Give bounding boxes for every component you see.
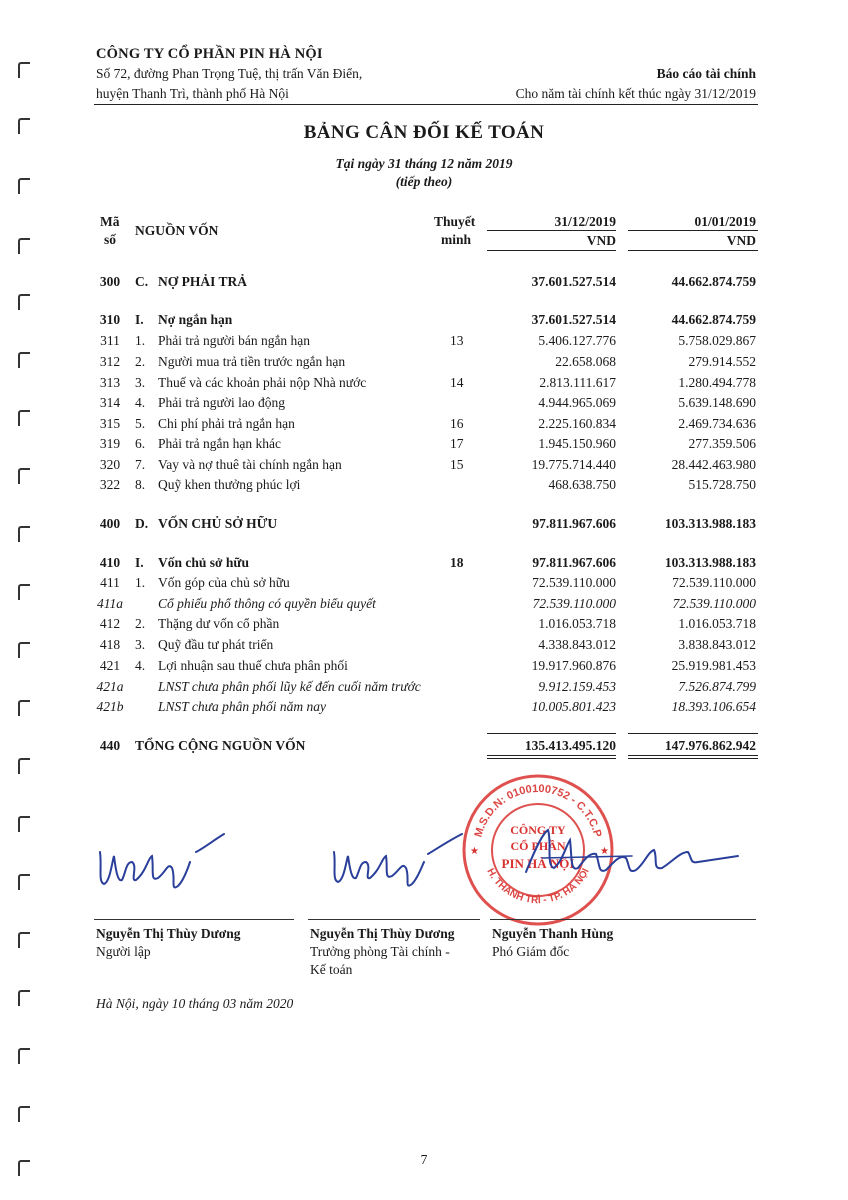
seal-star-icon: ★ [470,846,479,857]
col-source-header: NGUỒN VỐN [135,223,219,238]
signature-line [308,919,480,920]
row-label: Lợi nhuận sau thuế chưa phân phối [158,658,348,673]
binding-hole [18,758,30,774]
row-code: 410 [99,555,121,570]
table-row [0,699,848,719]
row-note: 15 [450,457,464,472]
page-number: 7 [420,1152,428,1167]
row-value-current: 2.225.160.834 [538,416,616,431]
table-row [0,354,848,374]
table-row [0,555,848,575]
row-value-prior: 1.016.053.718 [678,616,756,631]
header-rule [628,250,758,251]
row-index: 1. [135,575,146,590]
row-value-current: 72.539.110.000 [532,575,616,590]
row-code: 310 [99,312,121,327]
table-row [0,658,848,678]
row-note: 17 [450,436,464,451]
row-label: Vốn góp của chủ sở hữu [158,575,290,590]
binding-hole [18,294,30,310]
binding-hole [18,1106,30,1122]
row-value-prior: 72.539.110.000 [672,596,756,611]
seal-star-icon: ★ [600,846,609,857]
preparer-signature [92,822,232,902]
binding-hole [18,990,30,1006]
row-index: 3. [135,637,146,652]
row-label: Phải trả ngắn hạn khác [158,436,281,451]
row-label: Quỹ đầu tư phát triển [158,637,274,652]
row-code: 319 [99,436,121,451]
table-row [0,477,848,497]
row-value-prior: 18.393.106.654 [671,699,756,714]
row-value-current: 19.917.960.876 [531,658,616,673]
row-value-current: 72.539.110.000 [532,596,616,611]
total-double-rule [487,755,616,756]
row-code: 314 [99,395,121,410]
row-index: 4. [135,658,146,673]
table-row [0,575,848,595]
row-code: 411a [97,596,123,611]
row-label: LNST chưa phân phối lũy kế đến cuối năm trước [158,679,421,694]
row-value-current: 135.413.495.120 [524,738,616,753]
row-value-current: 97.811.967.606 [532,516,616,531]
binding-hole [18,816,30,832]
row-index: 2. [135,354,146,369]
table-row [0,274,848,294]
col-note-header: Thuyết [434,214,476,229]
table-row [0,395,848,415]
row-index: 3. [135,375,146,390]
row-label: Nợ ngắn hạn [158,312,233,327]
row-value-current: 5.406.127.776 [538,333,616,348]
table-row [0,457,848,477]
row-label: LNST chưa phân phối năm nay [158,699,326,714]
seal-bottom-text: H. THANH TRÌ - TP. HÀ NỘI [484,866,592,907]
row-note: 16 [450,416,464,431]
row-code: 311 [100,333,120,348]
row-code: 300 [99,274,121,289]
col-note-header-line2: minh [441,232,472,247]
col-year1-currency: VND [586,233,616,248]
total-rule-top [487,733,616,734]
row-value-current: 97.811.967.606 [532,555,616,570]
row-value-current: 22.658.068 [555,354,616,369]
row-index: 8. [135,477,146,492]
col-year1-header: 31/12/2019 [554,214,616,229]
row-index: I. [135,555,144,570]
total-double-rule [628,755,758,756]
document-title: BẢNG CÂN ĐỐI KẾ TOÁN [303,122,545,143]
row-label: Quỹ khen thưởng phúc lợi [158,477,301,492]
total-double-rule [628,758,758,759]
row-code: 421 [99,658,121,673]
row-value-current: 1.945.150.960 [538,436,616,451]
deputy-director-role: Phó Giám đốc [492,944,570,959]
row-value-prior: 515.728.750 [688,477,756,492]
row-code: 312 [99,354,121,369]
table-row [0,679,848,699]
signature-line [94,919,294,920]
row-code: 421a [96,679,124,694]
table-row [0,416,848,436]
binding-hole [18,238,30,254]
table-row [0,516,848,536]
table-row [0,375,848,395]
row-value-prior: 103.313.988.183 [664,555,756,570]
row-label: Người mua trả tiền trước ngắn hạn [158,354,346,369]
table-row [0,312,848,332]
row-value-current: 9.912.159.453 [538,679,616,694]
table-row [0,596,848,616]
row-value-current: 37.601.527.514 [531,274,616,289]
row-note: 13 [450,333,464,348]
row-value-prior: 2.469.734.636 [678,416,756,431]
row-index: C. [135,274,149,289]
chief-accountant-name: Nguyễn Thị Thùy Dương [310,926,455,941]
total-double-rule [487,758,616,759]
row-value-current: 1.016.053.718 [538,616,616,631]
row-value-prior: 25.919.981.453 [671,658,756,673]
table-row [0,333,848,353]
row-value-prior: 44.662.874.759 [671,274,756,289]
document-continued: (tiếp theo) [395,174,453,189]
binding-hole [18,932,30,948]
row-code: 418 [99,637,121,652]
row-value-prior: 5.758.029.867 [678,333,756,348]
row-index: 7. [135,457,146,472]
col-year2-header: 01/01/2019 [694,214,756,229]
row-value-prior: 103.313.988.183 [664,516,756,531]
col-code-header-line2: số [104,232,117,247]
row-index: D. [135,516,149,531]
header-rule [487,250,616,251]
row-value-prior: 1.280.494.778 [678,375,756,390]
seal-inner-line3: PIN HÀ NỘI [501,856,575,871]
row-value-current: 468.638.750 [548,477,616,492]
report-title: Báo cáo tài chính [656,66,756,81]
row-value-current: 37.601.527.514 [531,312,616,327]
row-value-prior: 3.838.843.012 [678,637,756,652]
chief-accountant-role-line2: Kế toán [310,962,353,977]
row-value-current: 19.775.714.440 [531,457,616,472]
total-rule-top [628,733,758,734]
row-value-prior: 277.359.506 [688,436,756,451]
row-label: TỔNG CỘNG NGUỒN VỐN [135,738,306,753]
row-value-current: 4.338.843.012 [538,637,616,652]
row-label: Vay và nợ thuê tài chính ngắn hạn [158,457,342,472]
preparer-role: Người lập [96,944,151,959]
place-and-date: Hà Nội, ngày 10 tháng 03 năm 2020 [96,996,294,1011]
row-code: 440 [99,738,121,753]
chief-accountant-signature [328,826,468,896]
row-value-current: 10.005.801.423 [531,699,616,714]
chief-accountant-role: Trưởng phòng Tài chính - [310,944,450,959]
row-label: Vốn chủ sở hữu [158,555,249,570]
table-row [0,436,848,456]
company-address-line1: Số 72, đường Phan Trọng Tuệ, thị trấn Văn Điển, [96,66,363,81]
row-index: 6. [135,436,146,451]
signature-line [490,919,756,920]
preparer-name: Nguyễn Thị Thùy Dương [96,926,241,941]
row-value-prior: 7.526.874.799 [678,679,756,694]
row-code: 421b [96,699,124,714]
row-value-current: 4.944.965.069 [538,395,616,410]
seal-inner-line1: CÔNG TY [510,823,566,837]
row-index: 1. [135,333,146,348]
row-index: 2. [135,616,146,631]
row-code: 313 [99,375,121,390]
row-index: I. [135,312,144,327]
row-label: Phải trả người bán ngắn hạn [158,333,311,348]
row-index: 4. [135,395,146,410]
row-value-prior: 5.639.148.690 [678,395,756,410]
row-note: 14 [450,375,464,390]
row-note: 18 [450,555,464,570]
row-label: Thặng dư vốn cổ phần [158,616,280,631]
table-row [0,616,848,636]
row-code: 400 [99,516,121,531]
binding-hole [18,874,30,890]
row-label: Thuế và các khoản phải nộp Nhà nước [158,375,367,390]
row-value-prior: 147.976.862.942 [664,738,756,753]
row-index: 5. [135,416,146,431]
row-label: Cổ phiếu phổ thông có quyền biểu quyết [158,596,376,611]
row-code: 315 [99,416,121,431]
deputy-director-name: Nguyễn Thanh Hùng [492,926,614,941]
row-code: 412 [99,616,121,631]
binding-hole [18,1048,30,1064]
binding-hole [18,62,30,78]
row-label: Phải trả người lao động [158,395,285,410]
seal-inner-line2: CỔ PHẦN [510,839,566,853]
header-divider [94,104,758,105]
col-code-header: Mã [100,214,120,229]
company-address-line2: huyện Thanh Trì, thành phố Hà Nội [96,86,289,101]
header-rule [487,230,616,231]
row-label: Chi phí phải trả ngắn hạn [158,416,295,431]
row-code: 320 [99,457,121,472]
col-year2-currency: VND [726,233,756,248]
document-date: Tại ngày 31 tháng 12 năm 2019 [335,156,513,171]
table-row [0,637,848,657]
deputy-director-signature [512,822,742,892]
header-rule [628,230,758,231]
report-period: Cho năm tài chính kết thúc ngày 31/12/2019 [515,86,756,101]
row-value-prior: 44.662.874.759 [671,312,756,327]
row-value-prior: 72.539.110.000 [672,575,756,590]
row-code: 322 [99,477,121,492]
row-value-prior: 28.442.463.980 [671,457,756,472]
row-label: NỢ PHẢI TRẢ [158,274,248,289]
row-value-current: 2.813.111.617 [539,375,616,390]
seal-outer-text: M.S.D.N: 0100100752 - C.T.C.P [472,782,604,839]
row-label: VỐN CHỦ SỞ HỮU [158,516,278,531]
row-value-prior: 279.914.552 [688,354,756,369]
row-code: 411 [100,575,120,590]
company-name: CÔNG TY CỔ PHẦN PIN HÀ NỘI [96,46,323,62]
